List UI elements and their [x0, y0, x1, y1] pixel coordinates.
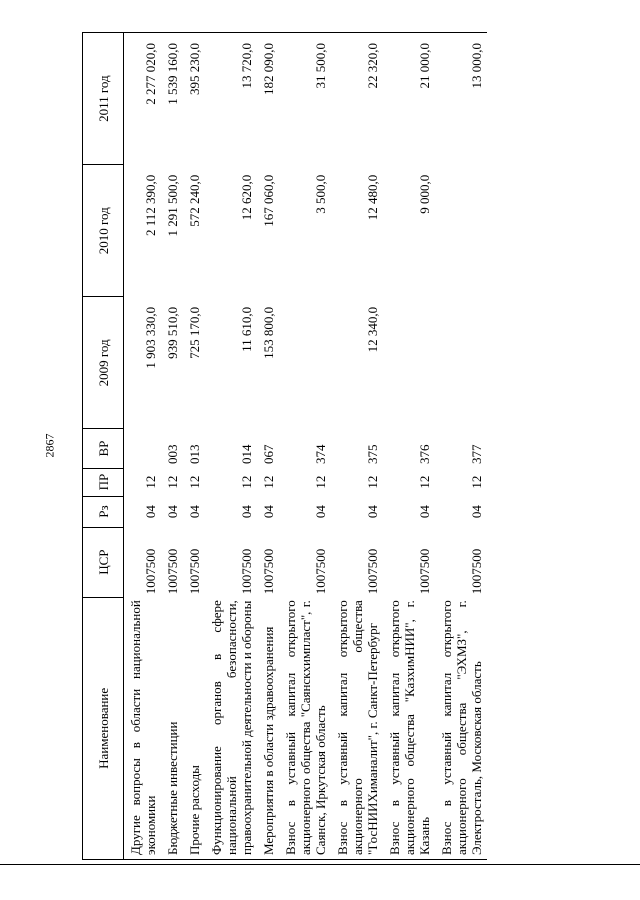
- table-row: [435, 33, 487, 860]
- row-pr-cell: 12: [313, 475, 328, 489]
- row-vr-cell: 003: [165, 444, 180, 465]
- table-header: [83, 33, 124, 860]
- row-csr-cell: 1007500: [313, 548, 328, 595]
- row-2010-cell: 3 500,0: [313, 174, 328, 214]
- row-vr-cell: 377: [469, 444, 484, 465]
- row-2009-cell: [435, 297, 487, 429]
- row-vr-cell: 013: [187, 444, 202, 465]
- table-row: [161, 33, 183, 860]
- row-2011-cell: 13 720,0: [205, 33, 257, 165]
- row-vr-cell: 375: [365, 444, 380, 465]
- header-rz: Рз: [83, 496, 124, 527]
- table-row: [257, 33, 279, 860]
- row-2009-cell: 725 170,0: [187, 306, 202, 359]
- table-row: [383, 33, 435, 860]
- row-rz-cell: 04: [239, 505, 254, 519]
- row-name-cell: Взнос в уставный капитал открытого акционерного общества "ЭХМЗ", г. Электросталь, Московская область: [435, 597, 487, 859]
- row-pr-cell: 12: [239, 475, 254, 489]
- row-pr-cell: 12: [187, 475, 202, 489]
- row-2010-cell: 167 060,0: [261, 174, 276, 227]
- header-name: Наименование: [83, 597, 124, 859]
- row-2009-cell: 11 610,0: [239, 306, 254, 352]
- row-csr-cell: 1007500: [365, 548, 380, 595]
- row-csr-cell: 1007500: [143, 548, 158, 595]
- table-body: [124, 33, 488, 860]
- row-pr-cell: 12: [143, 475, 158, 489]
- row-rz-cell: 04: [313, 505, 328, 519]
- row-2009-cell: [383, 297, 435, 429]
- row-2009-cell: 153 800,0: [261, 306, 276, 359]
- row-rz-cell: 04: [261, 505, 276, 519]
- row-name-cell: Взнос в уставный капитал открытого акционерного общества "ГосНИИХиманалит", г. Санкт-Петербург: [331, 597, 383, 859]
- row-2011-cell: 2 277 020,0: [124, 33, 162, 165]
- row-csr-cell: 1007500: [261, 548, 276, 595]
- row-vr-cell: 014: [239, 444, 254, 465]
- page-number: 2867: [42, 433, 57, 458]
- row-2010-cell: 1 291 500,0: [165, 174, 180, 237]
- row-csr-cell: 1007500: [239, 548, 254, 595]
- row-2010-cell: 9 000,0: [417, 174, 432, 214]
- row-name-cell: Другие вопросы в области национальной экономики: [124, 597, 162, 859]
- row-rz-cell: 04: [143, 505, 158, 519]
- row-2011-cell: 13 000,0: [435, 33, 487, 165]
- row-2010-cell: 2 112 390,0: [143, 174, 158, 236]
- row-pr-cell: 12: [165, 475, 180, 489]
- row-pr-cell: 12: [469, 475, 484, 489]
- rotated-table-container: [82, 32, 614, 860]
- row-rz-cell: 04: [165, 505, 180, 519]
- row-csr-cell: 1007500: [165, 548, 180, 595]
- row-name-cell: Взнос в уставный капитал открытого акционерного общества "Саянскхимпласт", г. Саянск, Иркутская область: [279, 597, 331, 859]
- row-vr-cell: 374: [313, 444, 328, 465]
- row-pr-cell: 12: [261, 475, 276, 489]
- row-rz-cell: 04: [469, 505, 484, 519]
- row-csr-cell: 1007500: [417, 548, 432, 595]
- row-2010-cell: 12 620,0: [239, 174, 254, 221]
- header-2010: 2010 год: [83, 165, 124, 297]
- header-2011: 2011 год: [83, 33, 124, 165]
- row-name-cell: Взнос в уставный капитал открытого акционерного общества "КазхимНИИ", г. Казань: [383, 597, 435, 859]
- row-2010-cell: 12 480,0: [365, 174, 380, 221]
- row-2009-cell: 12 340,0: [365, 306, 380, 353]
- row-rz-cell: 04: [187, 505, 202, 519]
- row-2011-cell: 395 230,0: [183, 33, 205, 165]
- table-row: [183, 33, 205, 860]
- row-2011-cell: 1 539 160,0: [161, 33, 183, 165]
- row-name-cell: Мероприятия в области здравоохранения: [257, 597, 279, 859]
- table-row: [124, 33, 162, 860]
- row-pr-cell: 12: [417, 475, 432, 489]
- budget-table: [82, 32, 487, 860]
- row-rz-cell: 04: [417, 505, 432, 519]
- header-2009: 2009 год: [83, 297, 124, 429]
- row-2009-cell: 939 510,0: [165, 306, 180, 359]
- row-name-cell: Функционирование органов в сфере национальной безопасности, правоохранительной деятельности и обороны: [205, 597, 257, 859]
- row-pr-cell: 12: [365, 475, 380, 489]
- table-row: [205, 33, 257, 860]
- table-row: [331, 33, 383, 860]
- bottom-rule: [0, 864, 640, 865]
- row-vr-cell: [124, 429, 162, 468]
- row-csr-cell: 1007500: [187, 548, 202, 595]
- row-2010-cell: 572 240,0: [187, 174, 202, 227]
- header-pr: ПР: [83, 468, 124, 496]
- row-2011-cell: 182 090,0: [257, 33, 279, 165]
- row-csr-cell: 1007500: [469, 548, 484, 595]
- row-2009-cell: 1 903 330,0: [143, 306, 158, 369]
- row-2010-cell: [435, 165, 487, 297]
- table-row: [279, 33, 331, 860]
- row-name-cell: Бюджетные инвестиции: [161, 597, 183, 859]
- header-csr: ЦСР: [83, 527, 124, 597]
- row-vr-cell: 067: [261, 444, 276, 465]
- header-vr: ВР: [83, 429, 124, 468]
- row-rz-cell: 04: [365, 505, 380, 519]
- row-2011-cell: 31 500,0: [279, 33, 331, 165]
- row-name-cell: Прочие расходы: [183, 597, 205, 859]
- row-2011-cell: 21 000,0: [383, 33, 435, 165]
- row-vr-cell: 376: [417, 444, 432, 465]
- row-2009-cell: [279, 297, 331, 429]
- row-2011-cell: 22 320,0: [331, 33, 383, 165]
